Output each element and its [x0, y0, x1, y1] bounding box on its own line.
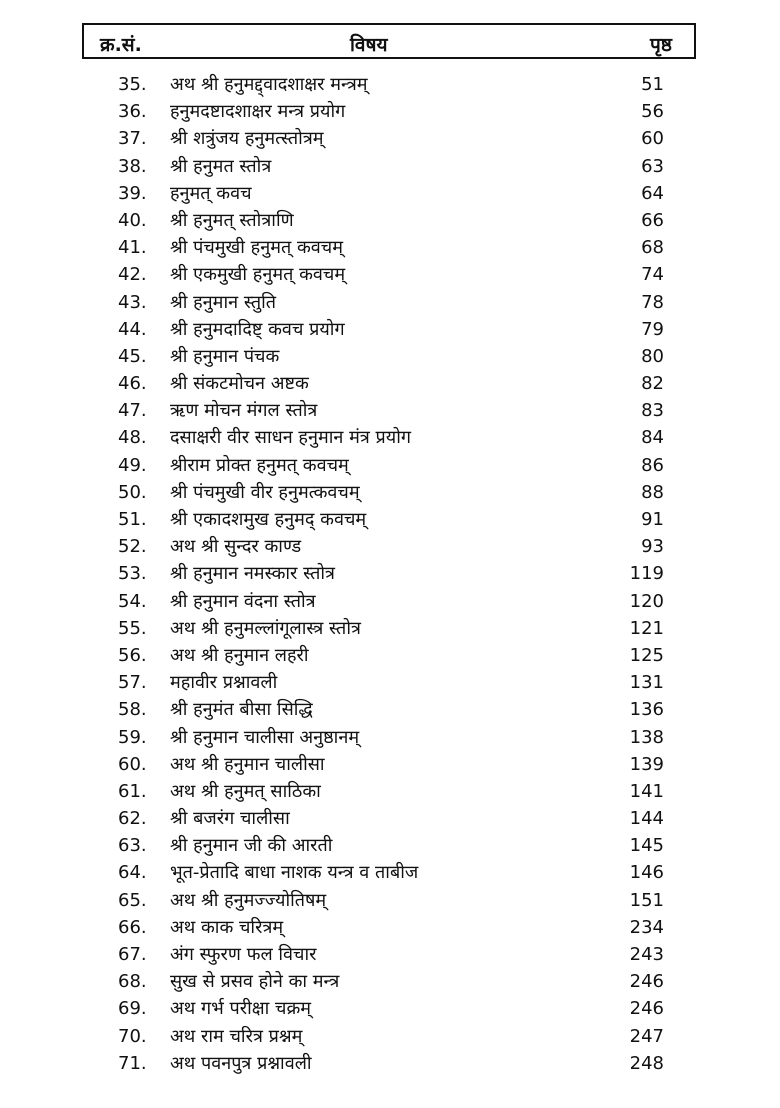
toc-row-number: 35. — [118, 74, 147, 95]
toc-row-page: 121 — [629, 617, 664, 639]
toc-row-page: 141 — [629, 780, 664, 802]
toc-row-title: श्रीराम प्रोक्त हनुमत् कवचम् — [170, 454, 349, 476]
toc-row-number: 66. — [118, 916, 147, 938]
toc-row-page: 246 — [629, 971, 664, 993]
toc-row-page: 68 — [641, 237, 664, 259]
toc-row-title: अथ श्री हनुमद्द्वादशाक्षर मन्त्रम् — [170, 74, 368, 95]
toc-row-number: 39. — [118, 182, 147, 204]
toc-row — [0, 234, 780, 261]
toc-row-number: 56. — [118, 644, 147, 666]
toc-row-page: 84 — [641, 427, 664, 449]
toc-row-title: भूत-प्रेतादि बाधा नाशक यन्त्र व ताबीज — [170, 862, 419, 884]
toc-row — [0, 125, 780, 152]
toc-row — [0, 207, 780, 234]
toc-row — [0, 506, 780, 533]
toc-row — [0, 914, 780, 941]
toc-row-title: श्री संकटमोचन अष्टक — [170, 373, 309, 395]
toc-row-number: 46. — [118, 373, 147, 395]
toc-row-number: 40. — [118, 209, 147, 231]
toc-row-title: श्री हनुमत स्तोत्र — [170, 155, 272, 177]
toc-row-title: हनुमदष्टादशाक्षर मन्त्र प्रयोग — [170, 101, 346, 123]
toc-row-title: श्री हनुमान चालीसा अनुष्ठानम् — [170, 726, 360, 748]
toc-row-number: 67. — [118, 944, 147, 965]
toc-row-number: 53. — [118, 563, 147, 585]
toc-row-page: 234 — [629, 916, 664, 938]
toc-row-title: श्री एकादशमुख हनुमद् कवचम् — [170, 509, 367, 530]
toc-row-page: 82 — [641, 373, 664, 395]
toc-row-number: 70. — [118, 1025, 147, 1047]
toc-row — [0, 887, 780, 914]
toc-row-number: 37. — [118, 128, 147, 150]
toc-row-title: श्री हनुमान जी की आरती — [170, 835, 333, 857]
toc-row-page: 86 — [641, 454, 664, 476]
toc-row-number: 44. — [118, 318, 147, 340]
header-subject: विषय — [350, 34, 388, 56]
toc-row — [0, 71, 780, 98]
toc-row-title: अथ काक चरित्रम् — [170, 916, 284, 938]
toc-row — [0, 397, 780, 424]
toc-row-title: अथ श्री हनुमत् साठिका — [170, 780, 321, 802]
toc-row — [0, 1023, 780, 1050]
toc-row-page: 120 — [629, 590, 664, 612]
toc-row — [0, 479, 780, 506]
toc-row — [0, 615, 780, 642]
toc-row-page: 125 — [629, 644, 664, 666]
toc-row — [0, 98, 780, 125]
toc-row-title: श्री हनुमान स्तुति — [170, 291, 276, 313]
toc-row — [0, 751, 780, 778]
toc-row-page: 246 — [629, 998, 664, 1020]
toc-row — [0, 968, 780, 995]
toc-row-title: अथ श्री हनुमान चालीसा — [170, 753, 325, 775]
toc-row — [0, 261, 780, 288]
toc-row-number: 69. — [118, 998, 147, 1020]
toc-row — [0, 180, 780, 207]
toc-row-number: 45. — [118, 345, 147, 367]
toc-row-title: अथ पवनपुत्र प्रश्नावली — [170, 1052, 312, 1074]
toc-row — [0, 778, 780, 805]
toc-row — [0, 941, 780, 968]
toc-row — [0, 805, 780, 832]
toc-row-page: 64 — [641, 182, 664, 204]
toc-row-page: 56 — [641, 101, 664, 123]
toc-row-page: 145 — [629, 835, 664, 857]
toc-row-page: 243 — [629, 944, 664, 965]
toc-row-title: श्री पंचमुखी हनुमत् कवचम् — [170, 237, 343, 259]
toc-row-title: अथ श्री हनुमान लहरी — [170, 644, 309, 666]
toc-row-page: 119 — [629, 563, 664, 585]
toc-row-page: 79 — [641, 318, 664, 340]
toc-row-number: 54. — [118, 590, 147, 612]
toc-row-number: 68. — [118, 971, 147, 993]
toc-row — [0, 452, 780, 479]
toc-row-title: श्री शत्रुंजय हनुमत्स्तोत्रम् — [170, 128, 324, 150]
toc-row — [0, 1050, 780, 1077]
toc-row-page: 93 — [641, 536, 664, 558]
toc-row-number: 71. — [118, 1052, 147, 1074]
toc-row-title: श्री हनुमदादिष्ट् कवच प्रयोग — [170, 318, 345, 340]
toc-row-title: श्री बजरंग चालीसा — [170, 808, 290, 830]
toc-row-page: 138 — [629, 726, 664, 748]
toc-row — [0, 588, 780, 615]
toc-row-number: 41. — [118, 237, 147, 259]
toc-row-number: 52. — [118, 536, 147, 558]
toc-row-title: श्री हनुमत् स्तोत्राणि — [170, 209, 294, 231]
toc-row-number: 47. — [118, 400, 147, 422]
toc-row-title: महावीर प्रश्नावली — [170, 672, 278, 694]
toc-row-number: 55. — [118, 617, 147, 639]
toc-row-page: 80 — [641, 345, 664, 367]
toc-row-title: अथ श्री हनुमज्ज्योतिषम् — [170, 889, 327, 911]
toc-row-page: 91 — [641, 509, 664, 530]
toc-row — [0, 696, 780, 723]
toc-row — [0, 724, 780, 751]
toc-row-page: 144 — [629, 808, 664, 830]
toc-row-number: 48. — [118, 427, 147, 449]
toc-row-page: 139 — [629, 753, 664, 775]
toc-row-page: 63 — [641, 155, 664, 177]
toc-row — [0, 859, 780, 886]
toc-row-page: 78 — [641, 291, 664, 313]
toc-row-number: 63. — [118, 835, 147, 857]
toc-row-page: 136 — [629, 699, 664, 721]
toc-row — [0, 995, 780, 1022]
toc-row-title: श्री हनुमान वंदना स्तोत्र — [170, 590, 316, 612]
toc-row-number: 61. — [118, 780, 147, 802]
toc-row — [0, 153, 780, 180]
toc-row-number: 36. — [118, 101, 147, 123]
toc-row-title: अथ श्री सुन्दर काण्ड — [170, 536, 302, 558]
toc-row-title: श्री एकमुखी हनुमत् कवचम् — [170, 264, 346, 286]
header-serial-number: क्र.सं. — [100, 34, 142, 56]
toc-row-title: दसाक्षरी वीर साधन हनुमान मंत्र प्रयोग — [170, 427, 411, 449]
toc-row — [0, 424, 780, 451]
toc-row-title: श्री हनुमान नमस्कार स्तोत्र — [170, 563, 335, 585]
toc-header — [82, 23, 696, 59]
toc-row-title: हनुमत् कवच — [170, 182, 252, 204]
toc-row — [0, 642, 780, 669]
toc-row-number: 43. — [118, 291, 147, 313]
toc-row-page: 60 — [641, 128, 664, 150]
toc-row-title: श्री हनुमंत बीसा सिद्धि — [170, 699, 313, 721]
toc-row-number: 49. — [118, 454, 147, 476]
toc-row-page: 247 — [629, 1025, 664, 1047]
toc-row-number: 62. — [118, 808, 147, 830]
toc-row-title: अथ राम चरित्र प्रश्नम् — [170, 1025, 303, 1047]
toc-row-number: 59. — [118, 726, 147, 748]
toc-row-page: 248 — [629, 1052, 664, 1074]
toc-row — [0, 289, 780, 316]
toc-row-title: ऋण मोचन मंगल स्तोत्र — [170, 400, 318, 422]
toc-list — [0, 71, 780, 1077]
toc-row — [0, 370, 780, 397]
toc-row-title: श्री हनुमान पंचक — [170, 345, 280, 367]
toc-row-number: 38. — [118, 155, 147, 177]
toc-row — [0, 533, 780, 560]
toc-row-page: 74 — [641, 264, 664, 286]
toc-row-number: 50. — [118, 481, 147, 503]
toc-row-number: 64. — [118, 862, 147, 884]
toc-row-number: 51. — [118, 509, 147, 530]
toc-row-page: 151 — [629, 889, 664, 911]
header-page: पृष्ठ — [650, 34, 672, 56]
toc-row-page: 83 — [641, 400, 664, 422]
toc-row-title: सुख से प्रसव होने का मन्त्र — [170, 971, 340, 993]
toc-row-page: 88 — [641, 481, 664, 503]
toc-row-number: 65. — [118, 889, 147, 911]
toc-row-page: 131 — [629, 672, 664, 694]
toc-row — [0, 560, 780, 587]
toc-row-title: अथ श्री हनुमल्लांगूलास्त्र स्तोत्र — [170, 617, 361, 639]
toc-row-page: 66 — [641, 209, 664, 231]
toc-row — [0, 832, 780, 859]
toc-row — [0, 669, 780, 696]
toc-row — [0, 316, 780, 343]
toc-row-title: अंग स्फुरण फल विचार — [170, 944, 317, 965]
toc-row-number: 42. — [118, 264, 147, 286]
toc-row-page: 146 — [629, 862, 664, 884]
toc-row-number: 58. — [118, 699, 147, 721]
toc-row-title: श्री पंचमुखी वीर हनुमत्कवचम् — [170, 481, 360, 503]
toc-row-number: 57. — [118, 672, 147, 694]
toc-row — [0, 343, 780, 370]
toc-row-number: 60. — [118, 753, 147, 775]
toc-row-page: 51 — [641, 74, 664, 95]
toc-row-title: अथ गर्भ परीक्षा चक्रम् — [170, 998, 312, 1020]
